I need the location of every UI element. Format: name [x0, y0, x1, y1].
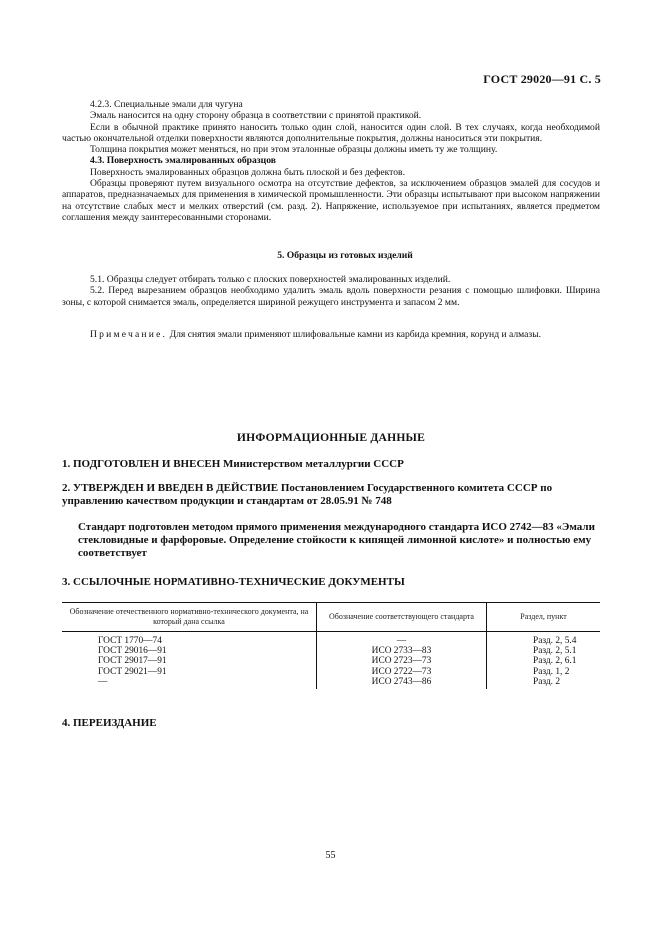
info-item-2-text: 2. УТВЕРЖДЕН И ВВЕДЕН В ДЕЙСТВИЕ Постановлением Государственного комитета СССР по управлению качеством продукции и стандартам от 28.05.91 № 748 — [62, 482, 553, 507]
info-item-2-note-text: Стандарт подготовлен методом прямого применения международного стандарта ИСО 2742—83 «Эмали стекловидные и фарфоровые. Определение стойкости к кипящей лимонной кислоте» и полностью ему соответствует — [78, 521, 595, 559]
column-header-section: Раздел, пункт — [487, 603, 601, 632]
cell-national-doc: — — [98, 676, 108, 687]
info-item-2 — [62, 482, 600, 508]
cell-standard: ИСО 2722—73 — [317, 667, 487, 677]
table-header-row — [62, 603, 600, 632]
para-inspection: Образцы проверяют путем визуального осмотра на отсутствие дефектов, за исключением образцов эмалей для сосудов и аппаратов, предназначаемых для применения в химической промышленности. Эти образцы испытывают при высоком напряжении на отсутствие слабых мест и мелких отверстий (см. разд. 2). Напряжение, используемое при испытаниях, является предметом соглашения между заинтересованными сторонами. — [62, 178, 600, 223]
cell-section: Разд. 2, 5.4 — [487, 632, 601, 647]
para-layers: Если в обычной практике принято наносить только один слой, наносится один слой. В тех случаях, когда необходимой частью окончательной отделки поверхности являются дополнительные покрытия, должны наноситься эти покрытия. — [62, 121, 600, 144]
note-label: Примечание. — [90, 329, 168, 340]
para-surface: Поверхность эмалированных образцов должна быть плоской и без дефектов. — [90, 166, 405, 178]
note-paragraph — [62, 329, 600, 340]
table-row — [62, 646, 600, 656]
info-item-3 — [62, 576, 600, 589]
table-row — [62, 677, 600, 689]
cell-section: Разд. 1, 2 — [487, 667, 601, 677]
cell-standard: ИСО 2743—86 — [317, 677, 487, 689]
note-block — [62, 329, 600, 340]
column-header-corresponding-standard: Обозначение соответствующего стандарта — [317, 603, 487, 632]
cell-section: Разд. 2, 5.1 — [487, 646, 601, 656]
para-thickness: Толщина покрытия может меняться, но при этом эталонные образцы должны иметь ту же толщину. — [90, 144, 498, 156]
table-row — [62, 667, 600, 677]
cell-section: Разд. 2 — [487, 677, 601, 689]
cell-national-doc: ГОСТ 29021—91 — [98, 666, 167, 677]
note-text: Для снятия эмали применяют шлифовальные камни из карбида кремния, корунд и алмазы. — [167, 329, 542, 340]
info-item-1-text: 1. ПОДГОТОВЛЕН И ВНЕСЕН Министерством металлургии СССР — [62, 458, 404, 470]
cell-section: Разд. 2, 6.1 — [487, 656, 601, 666]
cell-standard: — — [317, 632, 487, 647]
info-item-2-note — [62, 521, 600, 560]
info-item-4-text: 4. ПЕРЕИЗДАНИЕ — [62, 717, 157, 729]
section-5-title-wrap — [62, 250, 600, 261]
body-section-5 — [62, 274, 600, 308]
table-row — [62, 656, 600, 666]
para-4-3-heading: 4.3. Поверхность эмалированных образцов — [90, 155, 276, 167]
para-enamel-side: Эмаль наносится на одну сторону образца в соответствии с принятой практикой. — [90, 110, 422, 122]
column-header-national-doc: Обозначение отечественного нормативно-технического документа, на который дана ссылка — [69, 607, 309, 626]
section-5-title: 5. Образцы из готовых изделий — [277, 250, 413, 261]
references-table — [62, 602, 600, 689]
standard-header: ГОСТ 29020—91 С. 5 — [483, 72, 601, 86]
cell-national-doc: ГОСТ 29016—91 — [98, 646, 167, 657]
info-title: ИНФОРМАЦИОННЫЕ ДАННЫЕ — [236, 431, 426, 444]
table-row — [62, 632, 600, 647]
para-5-2: 5.2. Перед вырезанием образцов необходимо удалить эмаль вдоль поверхности резания с помощью шлифовки. Ширина зоны, с которой снимается эмаль, определяется шириной режущего инструмента и запасом 2 мм. — [62, 285, 600, 308]
cell-standard: ИСО 2723—73 — [317, 656, 487, 666]
references-table-wrap — [62, 602, 600, 689]
para-5-1: 5.1. Образцы следует отбирать только с плоских поверхностей эмалированных изделий. — [90, 274, 451, 285]
page-number: 55 — [325, 850, 336, 861]
info-item-3-text: 3. ССЫЛОЧНЫЕ НОРМАТИВНО-ТЕХНИЧЕСКИЕ ДОКУМЕНТЫ — [62, 576, 405, 588]
cell-national-doc: ГОСТ 1770—74 — [98, 636, 162, 646]
cell-standard: ИСО 2733—83 — [317, 646, 487, 656]
body-section-4 — [62, 99, 600, 223]
para-4-2-3: 4.2.3. Специальные эмали для чугуна — [90, 99, 243, 110]
info-item-1 — [62, 458, 600, 471]
cell-national-doc: ГОСТ 29017—91 — [98, 656, 167, 667]
info-item-4 — [62, 717, 600, 730]
